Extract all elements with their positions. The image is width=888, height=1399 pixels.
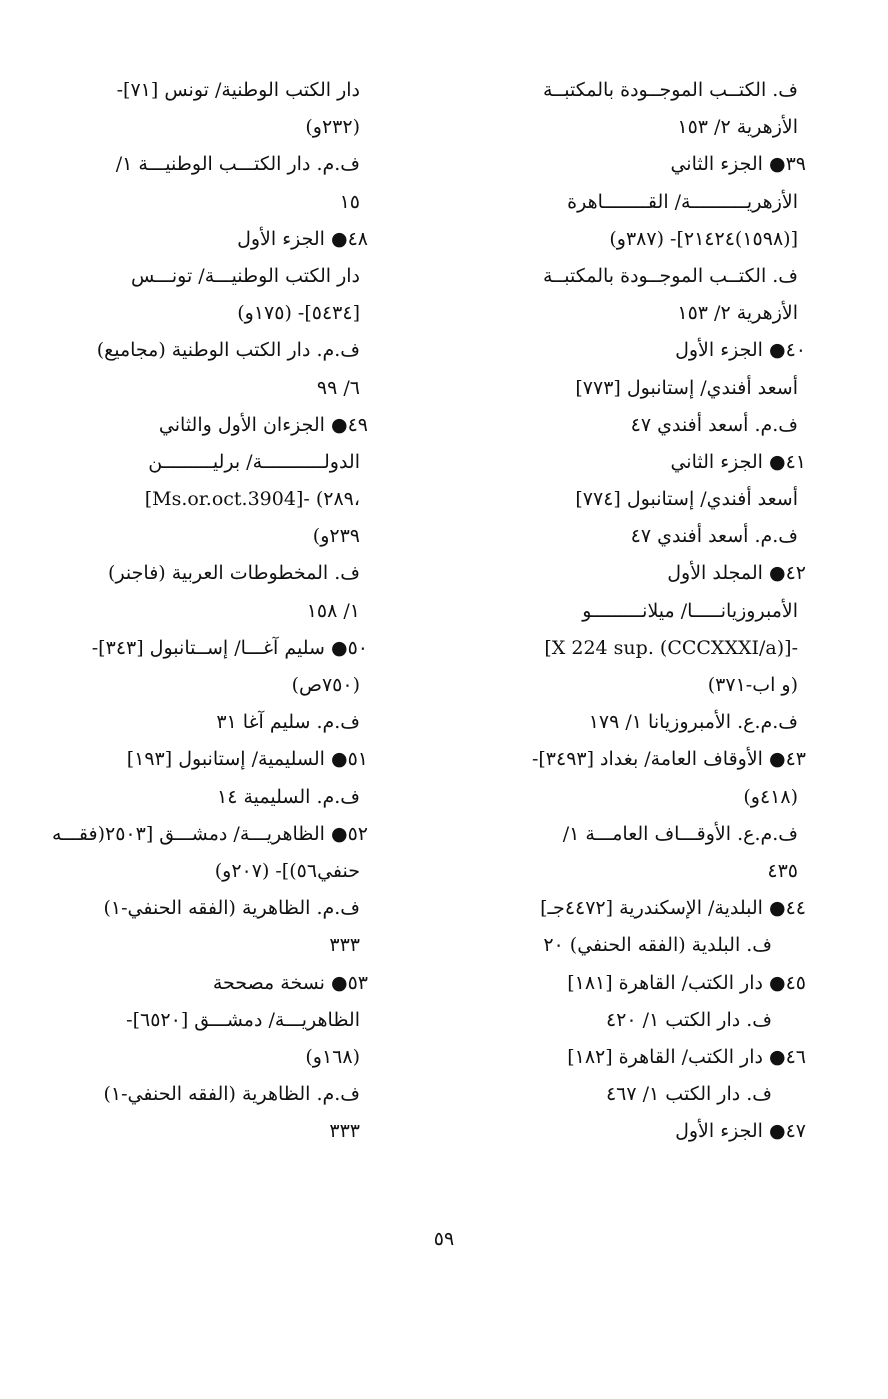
entry-detail-line: ف. دار الكتب ١/ ٤٢٠ [605,1008,772,1031]
entry-detail-line: (و اب-٣٧١) [707,674,798,696]
entry-heading-line: ٤٦● دار الكتب/ القاهرة [١٨٢] [567,1045,806,1068]
entry-detail-line: [٥٤٣٤]- (١٧٥و) [237,302,360,325]
entry-detail-line: ف.م.ع. الأوقـــاف العامـــة ١/ [562,822,798,845]
entry-heading-line: ٥٢● الظاهريـــة/ دمشـــق [٢٥٠٣(فقـــه [51,822,368,845]
entry-detail-line: ١/ ١٥٨ [306,599,360,622]
entry-heading-line: ٥٠● سليم آغـــا/ إســتانبول [٣٤٣]- [91,636,368,659]
entry-detail-line: ف.م. أسعد أفندي ٤٧ [630,525,798,548]
entry-detail-line: ٢٣٩و) [312,525,360,548]
entry-detail-line: دار الكتب الوطنيـــة/ تونـــس [130,264,360,287]
page-number: ٥٩ [433,1228,455,1250]
entry-heading-line: ٥٣● نسخة مصححة [212,971,368,994]
entry-detail-line: ف.م. الظاهرية (الفقه الحنفي-١) [103,1083,360,1106]
entry-heading-line: ٤٥● دار الكتب/ القاهرة [١٨١] [567,971,806,994]
entry-heading-line: ٤٠● الجزء الأول [675,339,806,362]
right-column [458,72,806,1150]
entry-detail-line: الأزهرية ٢/ ١٥٣ [677,116,798,139]
entry-detail-line: ف. دار الكتب ١/ ٤٦٧ [605,1083,772,1106]
entry-detail-line: حنفي٥٦)]- (٢٠٧و) [214,859,360,882]
entry-detail-line: (٧٥٠ص) [291,674,360,696]
entry-detail-line: الدولـــــــــــة/ برليـــــــــن [148,450,360,473]
entry-detail-line: [Ms.or.oct.3904]- (٢٨٩، [144,488,360,511]
entry-detail-line: ف.م.ع. الأمبروزيانا ١/ ١٧٩ [588,711,798,734]
entry-heading-line: ٤٨● الجزء الأول [237,227,368,250]
entry-detail-line: ف.م. سليم آغا ٣١ [216,711,360,734]
entry-heading-line: ٤٧● الجزء الأول [675,1120,806,1143]
entry-detail-line: الأزهريــــــــــة/ القــــــــاهرة [567,190,798,213]
entry-detail-line: أسعد أفندي/ إستانبول [٧٧٤] [575,488,798,511]
entry-heading-line: ٥١● السليمية/ إستانبول [١٩٣] [126,748,368,771]
entry-detail-line: ف. الكتــب الموجــودة بالمكتبــة [542,79,798,101]
entry-detail-line: أسعد أفندي/ إستانبول [٧٧٣] [575,376,798,399]
entry-detail-line: ف.م. دار الكتـــب الوطنيـــة ١/ [115,153,360,176]
entry-detail-line: ف.م. السليمية ١٤ [217,785,360,808]
entry-detail-line: ف. الكتــب الموجــودة بالمكتبــة [542,264,798,287]
entry-detail-line: [X 224 sup. (CCCXXXI/a)]- [544,636,798,659]
entry-heading-line: ٤٤● البلدية/ الإسكندرية [٤٤٧٢جـ] [540,897,806,920]
entry-heading-line: ٤٢● المجلد الأول [667,562,806,585]
entry-detail-line: الأزهرية ٢/ ١٥٣ [677,302,798,325]
left-column [51,72,368,1150]
entry-heading-line: ٤٩● الجزءان الأول والثاني [158,413,368,436]
entry-detail-line: (٤١٨و) [743,785,798,808]
entry-detail-line: ٣٣٣ [329,934,360,957]
entry-detail-line: ١٥ [339,190,360,213]
entry-detail-line: [(١٥٩٨)٢١٤٢٤]- (٣٨٧و) [609,227,798,250]
entry-detail-line: ف. المخطوطات العربية (فاجنر) [108,562,360,585]
entry-detail-line: ف.م. الظاهرية (الفقه الحنفي-١) [103,897,360,920]
entry-detail-line: الظاهريـــة/ دمشـــق [٦٥٢٠]- [126,1008,360,1031]
entry-detail-line: ف. البلدية (الفقه الحنفي) ٢٠ [543,934,772,957]
entry-detail-line: الأمبروزيانـــــا/ ميلانـــــــــو [582,599,798,622]
entry-detail-line: ف.م. دار الكتب الوطنية (مجاميع) [96,339,360,362]
entry-heading-line: ٣٩● الجزء الثاني [670,153,806,176]
entry-detail-line: ٦/ ٩٩ [316,376,360,399]
entry-detail-line: (١٦٨و) [305,1045,360,1068]
entry-detail-line: دار الكتب الوطنية/ تونس [٧١]- [116,79,360,101]
entry-detail-line: ٣٣٣ [329,1120,360,1143]
entry-detail-line: ف.م. أسعد أفندي ٤٧ [630,413,798,436]
entry-heading-line: ٤١● الجزء الثاني [670,450,806,473]
entry-detail-line: ٤٣٥ [767,859,798,882]
entry-detail-line: (٢٣٢و) [305,116,360,139]
entry-heading-line: ٤٣● الأوقاف العامة/ بغداد [٣٤٩٣]- [531,748,806,771]
